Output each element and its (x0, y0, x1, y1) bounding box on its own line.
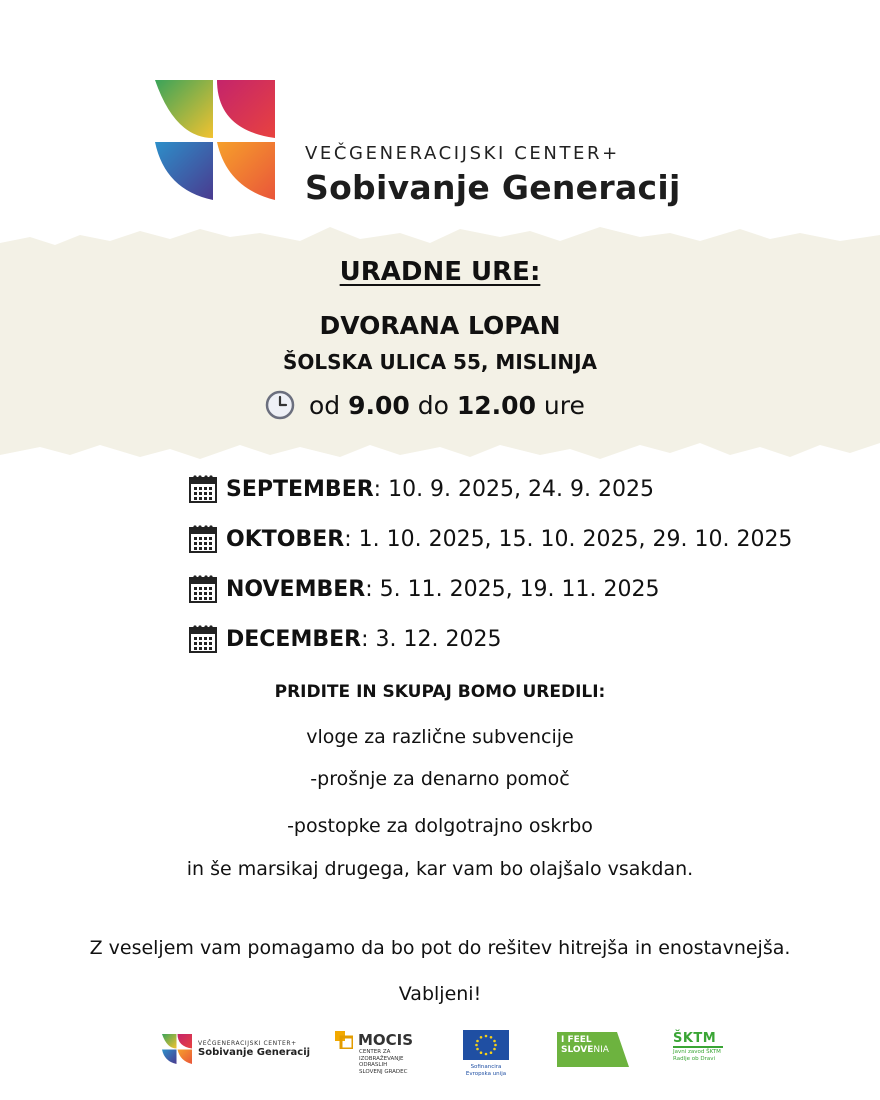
schedule-row-december (188, 624, 501, 654)
sktm-name: ŠKTM (673, 1032, 723, 1048)
schedule-row-september (188, 474, 654, 504)
footer-vgc-main: Sobivanje Generacij (198, 1047, 311, 1058)
schedule-row-oktober (188, 524, 792, 554)
time-suffix: ure (543, 390, 585, 420)
schedule-month: SEPTEMBER (226, 476, 374, 502)
closing-message: Z veseljem vam pomagamo da bo pot do rešitev hitrejša in enostavnejša. (89, 937, 791, 959)
schedule-dates: : 5. 11. 2025, 19. 11. 2025 (365, 576, 660, 602)
calendar-icon (188, 524, 218, 554)
time-from: 9.00 (348, 390, 410, 420)
mocis-sub: IZOBRAŽEVANJE (359, 1055, 404, 1062)
ifeel-nia: NIA (593, 1045, 609, 1055)
service-item: -postopke za dolgotrajno oskrbo (287, 815, 593, 837)
torn-paper-band (0, 215, 880, 470)
service-item: vloge za različne subvencije (306, 726, 574, 748)
brand-top-text: VEČGENERACIJSKI CENTER+ (305, 143, 620, 164)
venue-address: ŠOLSKA ULICA 55, MISLINJA (282, 350, 598, 374)
mocis-sub: SLOVENJ GRADEC (359, 1068, 408, 1075)
mocis-sub: ODRASLIH (359, 1062, 388, 1068)
calendar-icon (188, 474, 218, 504)
footer-sktm-logo (673, 1032, 723, 1062)
calendar-icon (188, 624, 218, 654)
schedule-row-november (188, 574, 660, 604)
sktm-sub: Javni zavod ŠKTM (673, 1049, 721, 1055)
closing-invite: Vabljeni! (398, 983, 482, 1005)
ifeel-s: S (561, 1045, 568, 1055)
footer-ifeelslovenia-logo (557, 1032, 629, 1067)
footer-vgc-logo (162, 1034, 310, 1064)
service-item: in še marsikaj drugega, kar vam bo olajšalo vsakdan. (186, 858, 694, 880)
calendar-icon (188, 574, 218, 604)
footer-mocis-logo (335, 1031, 425, 1075)
schedule-dates: : 3. 12. 2025 (361, 626, 502, 652)
service-item: -prošnje za denarno pomoč (310, 768, 570, 790)
mocis-logo-icon (335, 1031, 353, 1049)
vgc-logo-icon (162, 1034, 192, 1064)
ifeel-line1: I FEEL (561, 1035, 592, 1045)
footer-vgc-top: VEČGENERACIJSKI CENTER+ (198, 1040, 297, 1047)
schedule-month: NOVEMBER (226, 576, 366, 602)
time-mid: do (417, 390, 449, 420)
eu-flag-icon (463, 1030, 509, 1060)
sktm-sub: Radlje ob Dravi (673, 1055, 716, 1062)
vgc-logo-icon (155, 80, 275, 200)
schedule-dates: : 1. 10. 2025, 15. 10. 2025, 29. 10. 2025 (344, 526, 793, 552)
ifeel-love: LOVE (567, 1045, 594, 1055)
schedule-dates: : 10. 9. 2025, 24. 9. 2025 (373, 476, 654, 502)
eu-caption: Sofinancira (470, 1064, 502, 1070)
office-hours-title: URADNE URE: (339, 257, 541, 287)
schedule-month: DECEMBER (226, 626, 362, 652)
clock-icon (265, 390, 295, 420)
office-time (265, 390, 585, 420)
venue-name: DVORANA LOPAN (319, 311, 561, 340)
footer-eu-logo (462, 1030, 510, 1077)
time-prefix: od (309, 390, 341, 420)
mocis-sub: CENTER ZA (359, 1049, 391, 1055)
brand-main-text: Sobivanje Generacij (305, 168, 681, 207)
eu-caption: Evropska unija (465, 1070, 507, 1077)
services-heading: PRIDITE IN SKUPAJ BOMO UREDILI: (274, 682, 606, 702)
time-to: 12.00 (456, 390, 536, 420)
schedule-month: OKTOBER (226, 526, 345, 552)
mocis-name: MOCIS (358, 1031, 414, 1049)
